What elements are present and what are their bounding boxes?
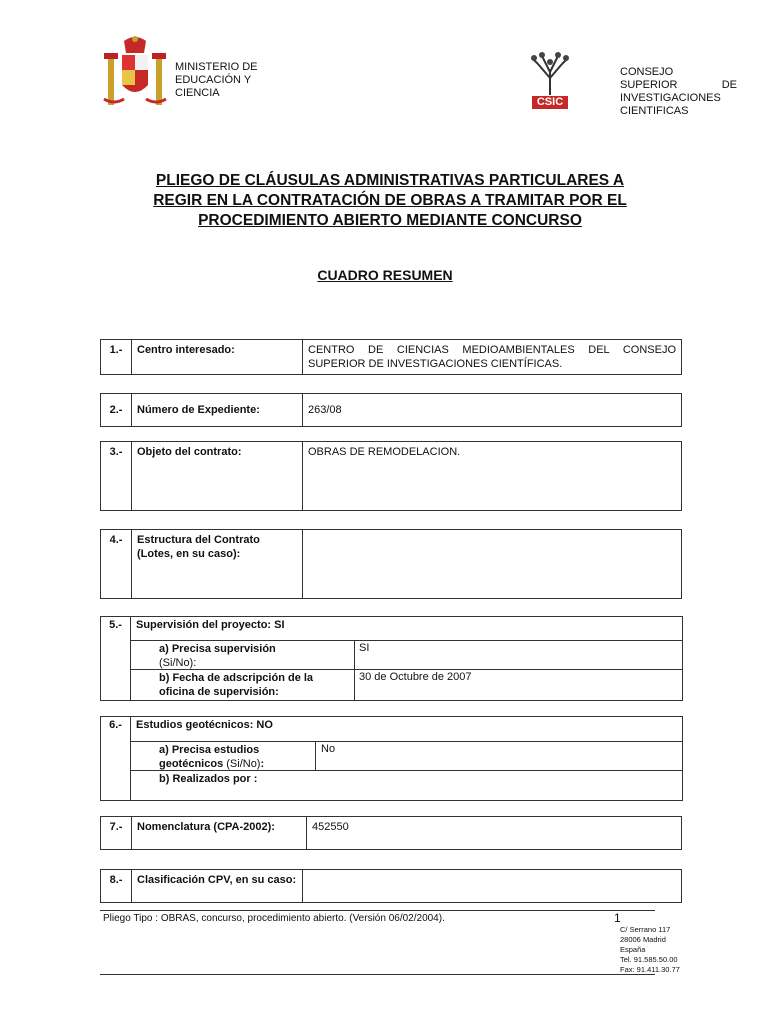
section-8-table: [100, 869, 682, 903]
section-value: OBRAS DE REMODELACION.: [303, 442, 682, 511]
consejo-line-2: SUPERIOR DE: [620, 79, 737, 91]
ministry-line-2: EDUCACIÓN Y: [175, 74, 252, 86]
section-number: 7.-: [101, 817, 132, 850]
section-2-table: [100, 393, 682, 427]
footer-text: Pliego Tipo : OBRAS, concurso, procedimiento abierto. (Versión 06/02/2004).: [103, 913, 445, 924]
consejo-line-4: CIENTIFICAS: [620, 105, 689, 117]
title-line-3: PROCEDIMIENTO ABIERTO MEDIANTE CONCURSO: [198, 212, 582, 229]
fecha-adscripcion-value: 30 de Octubre de 2007: [359, 671, 472, 683]
section-value: 263/08: [303, 394, 682, 427]
section-value: CENTRO DE CIENCIAS MEDIOAMBIENTALES DEL CONSEJO SUPERIOR DE INVESTIGACIONES CIENTÍFICAS.: [303, 340, 682, 375]
estudios-value: No: [321, 743, 336, 755]
footer-address: [620, 925, 680, 975]
section-value: [303, 530, 682, 599]
section-3-table: [100, 441, 682, 511]
section-value: [303, 870, 682, 903]
consejo-name: [620, 66, 737, 118]
geotecnicos-label: geotécnicos: [159, 758, 224, 770]
section-label: Clasificación CPV, en su caso:: [132, 870, 303, 903]
cuadro-resumen-heading: CUADRO RESUMEN: [317, 267, 453, 283]
realizados-por-label: b) Realizados por :: [159, 773, 258, 785]
consejo-line-1: CONSEJO: [620, 66, 674, 78]
section-label: Nomenclatura (CPA-2002):: [132, 817, 307, 850]
title-line-1: PLIEGO DE CLÁUSULAS ADMINISTRATIVAS PARTICULARES A: [155, 172, 625, 189]
address-city: 28006 Madrid: [620, 935, 666, 944]
page-number: 1: [614, 911, 621, 925]
section-6-box: [100, 716, 683, 801]
precisa-supervision-label: a) Precisa supervisión: [159, 643, 276, 655]
section-1-table: [100, 339, 682, 375]
fecha-adscripcion-label: b) Fecha de adscripción de la oficina de supervisión:: [159, 672, 314, 698]
supervision-value: SI: [359, 642, 370, 654]
section-label: Estructura del Contrato (Lotes, en su caso):: [132, 530, 303, 599]
section-4-table: [100, 529, 682, 599]
section-7-table: [100, 816, 682, 850]
section-label: Número de Expediente:: [132, 394, 303, 427]
precisa-estudios-label: a) Precisa estudios: [159, 744, 260, 756]
section-value: 452550: [307, 817, 682, 850]
section-number: 5.-: [109, 619, 122, 631]
section-number: 6.-: [109, 719, 122, 731]
section-number: 3.-: [101, 442, 132, 511]
section-label: Estudios geotécnicos: NO: [136, 719, 273, 731]
si-no-note: (Si/No):: [159, 657, 197, 669]
section-label: Centro interesado:: [132, 340, 303, 375]
address-fax: Fax: 91.411.30.77: [620, 965, 680, 974]
footer-divider-top: [100, 910, 655, 911]
section-number: 4.-: [101, 530, 132, 599]
supervision-question: [159, 642, 349, 670]
section-number: 1.-: [101, 340, 132, 375]
ministry-name: [175, 61, 258, 100]
csic-logo-text: CSIC: [536, 96, 564, 108]
address-tel: Tel. 91.585.50.00: [620, 955, 678, 964]
section-label: Supervisión del proyecto: SI: [136, 619, 285, 631]
section-5-box: [100, 616, 683, 701]
document-title: [100, 171, 680, 231]
si-no-note: (Si/No): [226, 758, 261, 770]
section-label: Objeto del contrato:: [132, 442, 303, 511]
title-line-2: REGIR EN LA CONTRATACIÓN DE OBRAS A TRAMITAR POR EL: [153, 192, 627, 209]
consejo-line-3: INVESTIGACIONES: [620, 92, 721, 104]
ministry-line-3: CIENCIA: [175, 87, 220, 99]
coat-of-arms-logo: [100, 35, 170, 113]
section-number: 2.-: [101, 394, 132, 427]
estudios-question: [159, 743, 309, 771]
address-street: C/ Serrano 117: [620, 925, 671, 934]
ministry-line-1: MINISTERIO DE: [175, 61, 258, 73]
footer-divider-bottom: [100, 974, 655, 975]
colon: :: [260, 758, 265, 770]
section-number: 8.-: [101, 870, 132, 903]
address-country: España: [620, 945, 646, 954]
